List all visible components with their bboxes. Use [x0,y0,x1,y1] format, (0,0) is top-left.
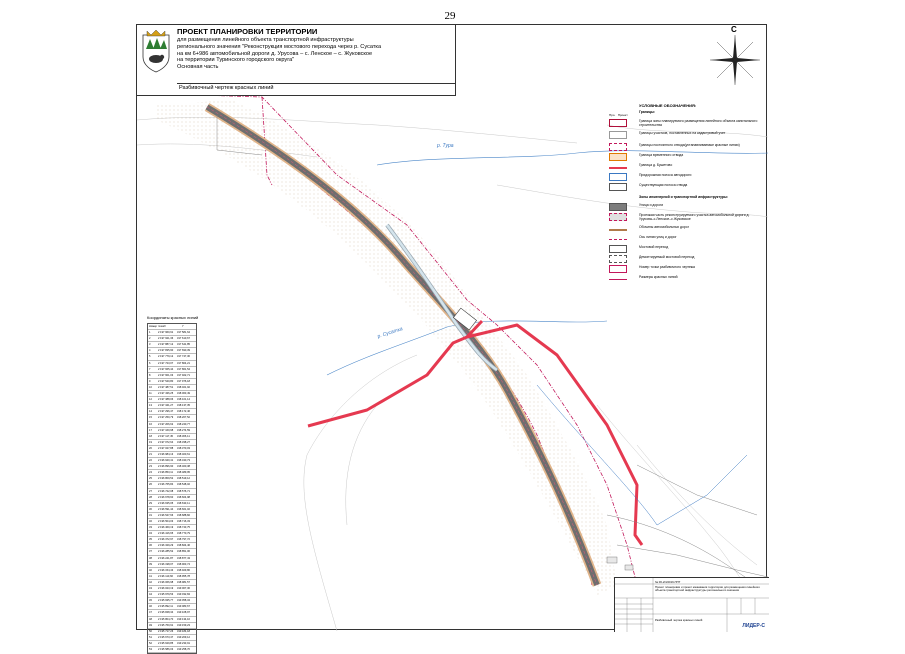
coord-y: 318 274,59 [177,428,190,432]
point-number: 31 [149,513,152,517]
coord-y: 318 489,95 [177,471,190,475]
coord-x: 2 197 779,12 [158,355,174,359]
coord-x: 2 196 066,98 [158,580,174,584]
point-number: 46 [149,605,152,609]
point-number: 34 [149,532,152,536]
coord-y: 318 338,27 [177,440,190,444]
coord-y: 318 604,98 [177,495,190,499]
coord-y: 319 159,23 [177,623,190,627]
point-number: 2 [149,337,151,341]
point-number: 16 [149,422,152,426]
coord-y: 318 460,38 [177,465,190,469]
river-tura-label: р. Тура [437,143,454,149]
coordinate-grid [147,323,197,654]
point-number: 8 [149,373,151,377]
legend-section-borders: Границы: [639,110,655,114]
legend-item: Существующая полоса отвода [609,183,765,195]
legend-item: Мостовой переход [609,245,765,257]
coord-x: 2 196 504,03 [158,520,174,523]
legend-item: Придорожная полоса автодороги [609,173,765,185]
legend-title: УСЛОВНЫЕ ОБОЗНАЧЕНИЯ: [639,103,697,108]
coord-y: 318 207,52 [177,416,190,420]
coord-y: 318 306,11 [177,434,190,438]
coord-y: 318 903,74 [177,562,190,566]
coord-y: 318 851,06 [177,550,190,554]
building [607,557,617,563]
coord-x: 2 197 723,07 [158,361,174,365]
legend-item: Улица и дороги [609,203,765,215]
coord-x: 2 196 198,07 [158,562,174,566]
coord-x: 2 196 984,13 [158,452,174,456]
point-number: 41 [149,574,152,578]
legend-header: Про. Проект [609,113,628,117]
title-block [137,25,456,96]
coordinate-header-row: Номер точки X Y [148,324,196,330]
coord-y: 317 610,67 [177,337,190,341]
point-number: 19 [149,440,152,444]
point-number: 36 [149,544,152,548]
point-number: 32 [149,520,152,523]
point-number: 48 [149,617,152,621]
coord-y: 318 929,80 [177,568,190,572]
coord-y: 318 955,78 [177,574,190,578]
coord-x: 2 196 940,41 [158,459,174,463]
coord-x: 2 195 935,77 [158,599,174,603]
coord-x: 2 196 853,11 [158,471,173,475]
coord-x: 2 195 629,85 [158,641,174,645]
coord-x: 2 197 296,47 [158,410,174,414]
coord-x: 2 197 341,27 [158,404,174,408]
coord-x: 2 196 765,84 [158,483,174,487]
point-number: 6 [149,361,151,365]
coord-y: 318 661,02 [177,507,190,511]
coord-y: 318 240,77 [177,422,190,426]
coord-x: 2 197 487,51 [158,385,174,389]
coordinate-row [148,647,196,653]
coord-x: 2 196 809,52 [158,477,174,481]
point-number: 11 [149,392,152,396]
coord-x: 2 196 110,66 [158,574,173,578]
coord-x: 2 196 722,08 [158,489,174,493]
legend-item: Граница временного отвода [609,153,765,165]
stamp-code: № 06-2/4/2019-ППТ [655,580,681,584]
coord-y: 317 581,64 [177,331,190,335]
legend-item: Границы участков, поставленных на кадастровый учет [609,131,765,143]
coord-y: 319 108,97 [177,611,190,615]
coord-y: 317 922,71 [177,373,190,377]
point-number: 10 [149,385,152,389]
point-number: 12 [149,398,152,402]
coord-y: 318 688,82 [177,513,190,517]
point-number: 35 [149,538,152,542]
coord-y: 318 576,71 [177,489,190,493]
coord-x: 2 197 206,62 [158,422,174,426]
coord-y: 318 172,46 [177,410,190,414]
coord-y: 318 063,49 [177,392,190,396]
coord-y: 318 370,03 [177,446,190,450]
drawing-sheet [136,24,767,651]
legend [609,103,765,293]
point-number: 29 [149,501,152,505]
coord-x: 2 195 848,34 [158,611,174,615]
coord-y: 319 184,18 [177,629,190,633]
sheet-name: Разбивочный чертеж красных линий [179,85,274,91]
point-number: 24 [149,471,152,475]
coord-y: 318 101,14 [177,398,190,402]
coord-y: 318 981,57 [177,580,190,584]
point-number: 30 [149,507,152,511]
coord-x: 2 196 896,90 [158,465,174,469]
coord-y: 317 861,54 [177,367,190,371]
coord-y: 319 258,70 [177,647,190,651]
north-label: С [731,25,737,34]
coord-x: 2 195 892,11 [158,605,173,609]
legend-item: Размеры красных линий [609,275,765,287]
coord-x: 2 197 601,03 [158,373,174,377]
coord-y: 319 007,30 [177,587,190,591]
coord-y: 319 134,10 [177,617,190,621]
point-number: 50 [149,629,152,633]
point-number: 53 [149,647,152,651]
coord-y: 318 548,02 [177,483,190,487]
coord-x: 2 197 250,79 [158,416,174,420]
coord-x: 2 196 460,19 [158,526,174,530]
stamp-sheet-name: Разбивочный чертеж красных линий [655,618,703,622]
coord-x: 2 196 154,43 [158,568,174,572]
point-number: 33 [149,526,152,530]
point-number: 51 [149,635,152,639]
point-number: 49 [149,623,152,627]
point-number: 15 [149,416,152,420]
coordinate-table-title: Координаты красных линий [147,315,199,320]
page-number: 29 [444,10,456,22]
coord-x: 2 197 117,45 [158,434,173,438]
coord-x: 2 195 760,91 [158,623,174,627]
point-number: 40 [149,568,152,572]
coord-x: 2 195 717,26 [158,629,174,633]
point-number: 4 [149,349,151,353]
coord-y: 318 877,43 [177,556,190,560]
point-number: 1 [149,331,151,335]
coat-of-arms-icon [141,29,171,73]
coord-y: 317 747,30 [177,355,190,359]
north-arrow-icon [707,27,763,87]
coord-x: 2 195 979,53 [158,593,174,597]
coord-y: 317 641,85 [177,343,190,347]
coord-y: 318 770,79 [177,532,190,536]
coord-x: 2 196 591,44 [158,507,174,511]
legend-item: Номер точки разбивочного чертежа [609,265,765,277]
coord-x: 2 196 547,66 [158,513,174,517]
point-number: 27 [149,489,152,493]
coord-x: 2 197 835,90 [158,349,174,353]
coord-y: 318 633,11 [177,501,190,505]
point-number: 17 [149,428,152,432]
legend-section-zones: Зоны инженерной и транспортной инфраструктуры: [639,195,729,199]
point-number: 52 [149,641,152,645]
point-number: 43 [149,587,152,591]
coord-y: 319 058,34 [177,599,190,603]
coord-y: 318 797,72 [177,538,190,542]
coord-x: 2 196 416,65 [158,532,174,536]
point-number: 3 [149,343,151,347]
point-number: 39 [149,562,152,566]
coord-x: 2 197 540,80 [158,379,174,383]
river-susatka-label: р. Сусатка [376,326,404,340]
coord-x: 2 197 887,12 [158,343,174,347]
coord-y: 318 430,73 [177,459,190,463]
coord-x: 2 197 921,36 [158,337,174,341]
project-description: для размещения линейного объекта транспортной инфраструктуры регионального значения "Реконструкция мостового перехода через р. Сусатка на км 6+986 автомобильной дороги д. Урусова – с. Ленское – с. Жуковское на территории Туринского городского округа" Основная часть [177,37,382,71]
title-stamp [614,577,769,632]
title-divider [177,83,455,84]
coord-y: 318 021,92 [177,385,190,389]
point-number: 7 [149,367,151,371]
point-number: 21 [149,452,152,456]
coord-x: 2 197 665,44 [158,367,174,371]
coord-y: 318 743,75 [177,526,190,530]
point-number: 38 [149,556,152,560]
coord-y: 319 209,12 [177,635,190,639]
coord-y: 318 519,12 [177,477,190,481]
legend-item: Обочины автомобильных дорог [609,225,765,237]
point-number: 45 [149,599,152,603]
point-number: 9 [149,379,151,383]
point-number: 42 [149,580,152,584]
coord-y: 319 032,84 [177,593,190,597]
coord-y: 317 690,39 [177,349,190,353]
coord-y: 319 083,67 [177,605,190,609]
point-number: 26 [149,483,152,487]
coord-y: 318 137,35 [177,404,190,408]
point-number: 22 [149,459,152,463]
point-number: 5 [149,355,151,359]
point-number: 20 [149,446,152,450]
coord-x: 2 196 372,97 [158,538,174,542]
legend-item: Граница зоны планируемого размещения линейного объекта капитального строительства [609,119,765,131]
point-number: 13 [149,404,152,408]
coord-x: 2 195 673,47 [158,635,174,639]
coord-x: 2 196 678,60 [158,495,174,499]
project-title: ПРОЕКТ ПЛАНИРОВКИ ТЕРРИТОРИИ [177,27,318,36]
coord-x: 2 197 160,98 [158,428,174,432]
point-number: 28 [149,495,152,499]
coord-x: 2 196 329,29 [158,544,174,548]
coord-y: 319 233,91 [177,641,190,645]
coord-x: 2 197 388,06 [158,398,174,402]
legend-item: Границы постоянного отвода(устанавливаемые красные линии) [609,143,765,155]
coord-x: 2 197 960,91 [158,331,174,335]
point-number: 44 [149,593,152,597]
point-number: 47 [149,611,152,615]
coord-x: 2 196 023,19 [158,587,174,591]
coord-x: 2 196 285,52 [158,550,174,554]
stamp-description: Проект планировки и проект межевания территории для размещения линейного объекта транспортной инфраструктуры регионального значения [655,585,760,592]
coord-x: 2 196 635,05 [158,501,174,505]
point-number: 23 [149,465,152,469]
coord-y: 318 716,33 [177,520,190,523]
coord-y: 317 804,21 [177,361,190,365]
point-number: 25 [149,477,152,481]
company-logo: ЛИДЕР-С [742,623,765,629]
coord-x: 2 197 072,64 [158,440,174,444]
coord-y: 317 976,18 [177,379,190,383]
point-number: 37 [149,550,152,554]
legend-item: Ось линии улиц и дорог [609,235,765,247]
legend-item: Граница д. Бушетово [609,163,765,175]
legend-item: Демонтируемый мостовой переход [609,255,765,267]
coord-x: 2 197 027,88 [158,446,174,450]
coord-y: 318 824,46 [177,544,190,548]
legend-item: Проезжая часть реконструируемого участка автомобильной дороги д. Урусова–с.Ленское–с.Жуковское [609,213,765,225]
coord-y: 318 400,61 [177,452,190,456]
coord-x: 2 195 804,70 [158,617,174,621]
coord-x: 2 196 241,87 [158,556,174,560]
point-number: 18 [149,434,152,438]
point-number: 14 [149,410,152,414]
coord-x: 2 195 586,03 [158,647,174,651]
coord-x: 2 197 436,25 [158,392,174,396]
